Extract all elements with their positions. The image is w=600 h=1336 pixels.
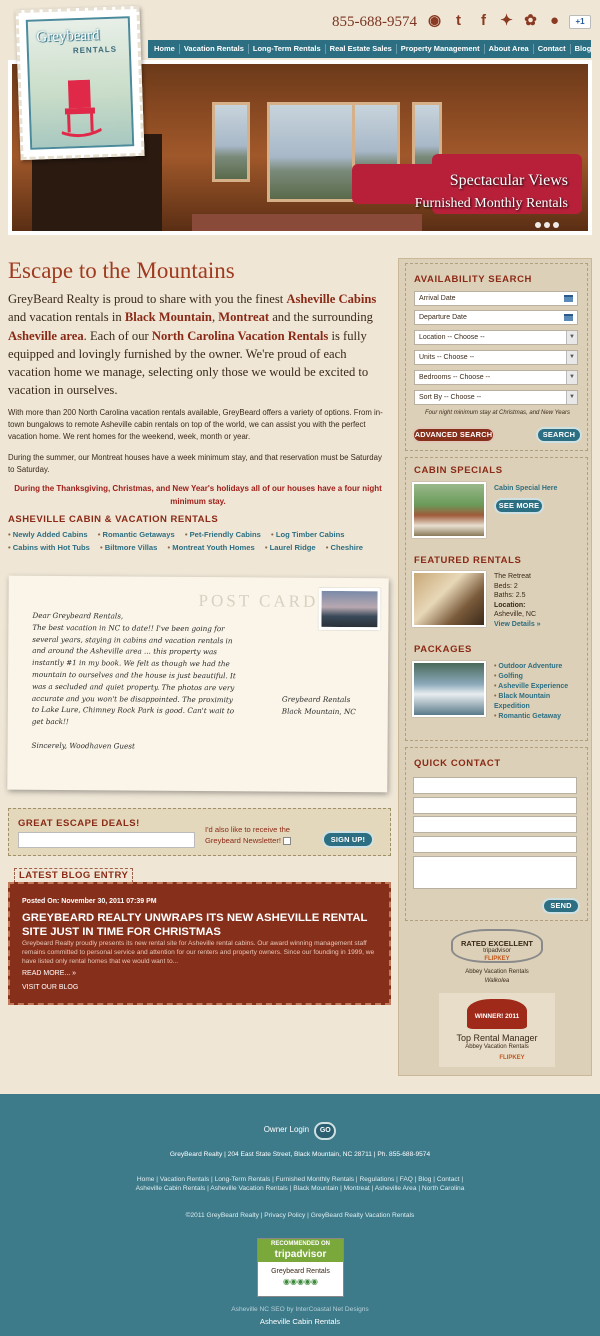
intro-keyword-link[interactable]: Black Mountain — [124, 310, 212, 325]
intro-paragraph: With more than 200 North Carolina vacation rentals available, GreyBeard offers a variety of options. From in-town bungalows to remote Asheville cabin rentals on top of the world, we can assist you with the perfect vacation home. We rent homes for the weekend, week, month or year. — [8, 408, 383, 441]
logo-subtext: RENTALS — [72, 44, 118, 56]
quick-contact — [405, 747, 588, 921]
ta-recommended: RECOMMENDED ON — [258, 1239, 343, 1249]
input-placeholder: Arrival Date — [419, 295, 456, 302]
sidebar — [398, 258, 592, 1076]
cabin-special-thumbnail[interactable] — [412, 482, 486, 538]
intro-keyword-link[interactable]: Asheville Cabins — [286, 292, 377, 306]
link-cheshire[interactable]: • Cheshire — [326, 543, 363, 552]
footer-seo-credit[interactable]: Asheville NC SEO by InterCoastal Net Designs — [231, 1306, 369, 1313]
cabin-special-link[interactable]: Cabin Special Here — [494, 485, 558, 492]
cabin-links-heading: ASHEVILLE CABIN & VACATION RENTALS — [8, 514, 219, 525]
packages-heading: PACKAGES — [414, 644, 472, 655]
phone-number[interactable]: 855-688-9574 — [332, 14, 417, 30]
blog-title[interactable]: GREYBEARD REALTY UNWRAPS ITS NEW ASHEVILLE RENTAL SITE JUST IN TIME FOR CHRISTMAS — [22, 912, 368, 938]
search-button[interactable]: SEARCH — [536, 427, 582, 443]
latest-blog-entry — [8, 882, 391, 1005]
logo[interactable] — [15, 6, 144, 160]
award-line: Abbey Vacation Rentals — [465, 969, 529, 975]
slide-dot[interactable] — [544, 222, 550, 228]
select-value: Bedrooms -- Choose -- — [419, 374, 491, 381]
slide-dot[interactable] — [553, 222, 559, 228]
holiday-notice: During the Thanksgiving, Christmas, and New Year's holidays all of our houses have a four night minimum stay. — [14, 484, 382, 506]
package-outdoor-adventure[interactable]: • Outdoor Adventure — [494, 662, 580, 672]
rss-icon[interactable]: ◉ — [427, 12, 442, 29]
departure-date-input[interactable] — [414, 310, 578, 325]
location-select[interactable] — [414, 330, 578, 345]
google-plus-button[interactable]: +1 — [569, 15, 591, 29]
link-montreat-youth-homes[interactable]: • Montreat Youth Homes — [168, 543, 255, 552]
postcard-address — [282, 694, 356, 719]
view-details-link[interactable]: View Details » — [494, 620, 541, 628]
input-placeholder: Departure Date — [419, 314, 467, 321]
sort-by-select[interactable] — [414, 390, 578, 405]
intro-text-segment: . Each of our — [83, 328, 152, 343]
footer-copyright: ©2011 GreyBeard Realty | Privacy Policy | GreyBeard Realty Vacation Rentals — [185, 1212, 415, 1219]
ta-brand: tripadvisor — [258, 1249, 343, 1262]
nav-property-management[interactable]: Property Management — [397, 44, 485, 54]
page-title: Escape to the Mountains — [8, 258, 235, 283]
select-value: Units -- Choose -- — [419, 354, 475, 361]
postcard-line: Sincerely, Woodhaven Guest — [31, 740, 135, 751]
newsletter-checkbox[interactable] — [283, 837, 291, 845]
package-romantic-getaway[interactable]: • Romantic Getaway — [494, 712, 580, 722]
quick-contact-heading: QUICK CONTACT — [414, 758, 501, 769]
owner-login-label[interactable]: Owner Login — [263, 1125, 310, 1134]
chevron-down-icon[interactable]: ▼ — [566, 391, 577, 404]
award-ribbon: WINNER! 2011 — [474, 1013, 520, 1020]
postcard-message — [32, 610, 243, 753]
rental-baths: Baths: 2.5 — [494, 592, 526, 599]
see-more-button[interactable]: SEE MORE — [494, 498, 544, 514]
nav-home[interactable]: Home — [150, 44, 180, 54]
contact-name-input[interactable] — [413, 777, 577, 794]
rental-location: Asheville, NC — [494, 611, 537, 618]
signup-button[interactable]: SIGN UP! — [322, 831, 374, 848]
myspace-icon[interactable]: ● — [549, 12, 560, 29]
cabin-specials-heading: CABIN SPECIALS — [414, 465, 503, 476]
flower-icon[interactable]: ✿ — [524, 12, 537, 29]
award-sub: FLIPKEY — [484, 956, 510, 962]
blog-date: Posted On: November 30, 2011 07:39 PM — [22, 898, 157, 905]
award-brand: FLIPKEY — [499, 1055, 525, 1061]
send-button[interactable]: SEND — [542, 898, 580, 914]
footer-cabin-link[interactable]: Asheville Cabin Rentals — [259, 1317, 341, 1326]
package-thumbnail[interactable] — [412, 661, 486, 717]
rental-name: The Retreat — [494, 573, 531, 580]
intro-keyword-link[interactable]: Asheville area — [8, 328, 84, 343]
chevron-down-icon[interactable]: ▼ — [566, 371, 577, 384]
award-line: Walkolea — [484, 978, 510, 984]
hero-window — [212, 102, 250, 182]
ta-name: Greybeard Rentals — [271, 1268, 330, 1275]
read-more-link[interactable]: READ MORE... » — [22, 970, 77, 977]
visit-blog-link[interactable]: VISIT OUR BLOG — [22, 984, 79, 991]
newsletter-signup — [8, 808, 391, 856]
testimonial-postcard — [7, 576, 388, 793]
link-cabins-with-hot-tubs[interactable]: • Cabins with Hot Tubs — [8, 543, 90, 552]
intro-text-segment: , — [211, 310, 219, 325]
sidebar-sections — [405, 457, 588, 741]
twitter-icon[interactable]: t — [456, 12, 461, 29]
award-rated-excellent[interactable] — [439, 925, 555, 991]
bird-icon[interactable]: ✦ — [500, 12, 513, 29]
slide-dots — [535, 221, 562, 230]
nav-contact[interactable]: Contact — [534, 44, 571, 54]
deals-heading: GREAT ESCAPE DEALS! — [18, 818, 140, 829]
footer — [0, 1094, 600, 1336]
blog-heading: LATEST BLOG ENTRY — [14, 868, 133, 883]
featured-rentals-heading: FEATURED RENTALS — [414, 555, 522, 566]
contact-message-textarea[interactable] — [413, 856, 577, 889]
rating-circles-icon: ◉◉◉◉◉ — [283, 1277, 318, 1286]
select-value: Location -- Choose -- — [419, 334, 485, 341]
package-golfing[interactable]: • Golfing — [494, 672, 580, 682]
featured-rental-info — [494, 572, 541, 629]
intro-text-segment: and vacation rentals in — [8, 310, 125, 325]
address-line: Greybeard Rentals — [281, 694, 351, 705]
footer-links[interactable]: Asheville Cabin Rentals | Asheville Vacation Rentals | Black Mountain | Montreat | Asheville Area | North Carolina — [135, 1185, 465, 1192]
rocking-chair-icon — [60, 79, 102, 140]
contact-subject-input[interactable] — [413, 836, 577, 853]
select-value: Sort By -- Choose -- — [419, 394, 482, 401]
postcard-line: The best vacation in NC to date!! I've been going for several years, staying in cabins and vacation rentals in and around the Asheville area ... this property was instantly #1 in my book. We felt as though we had the mountain to ourselves and the house is just beautiful. It was a secluded and quiet property. The photos are very accurate and you won't be disappointed. The proximity to Lake Lure, Chimney Rock Park is good. Can't wait to get back!! — [31, 622, 236, 727]
slide-dot[interactable] — [535, 222, 541, 228]
link-newly-added-cabins[interactable]: • Newly Added Cabins — [8, 530, 88, 539]
link-romantic-getaways[interactable]: • Romantic Getaways — [98, 530, 175, 539]
blog-excerpt: Greybeard Realty proudly presents its new rental site for Asheville rental cabins. Our award winning management staff remains committed to personal service and attention for our renters and property owners. Since our founding in 1999, we have listed only rental homes that we would want to... — [22, 940, 375, 965]
rental-location-label: Location: — [494, 601, 526, 609]
main-nav — [148, 40, 591, 58]
availability-search — [405, 263, 588, 451]
units-select[interactable] — [414, 350, 578, 365]
link-laurel-ridge[interactable]: • Laurel Ridge — [265, 543, 316, 552]
award-title: RATED EXCELLENT — [461, 939, 533, 948]
footer-address: GreyBeard Realty | 204 East State Street, Black Mountain, NC 28711 | Ph. 855-688-9574 — [169, 1151, 431, 1158]
nav-real-estate-sales[interactable]: Real Estate Sales — [326, 44, 397, 54]
award-title: Top Rental Manager — [456, 1033, 538, 1043]
nav-blog[interactable]: Blog — [574, 44, 592, 53]
package-asheville-experience[interactable]: • Asheville Experience — [494, 682, 580, 692]
address-line: Black Mountain, NC — [281, 706, 356, 717]
chevron-down-icon[interactable]: ▼ — [566, 331, 577, 344]
contact-phone-input[interactable] — [413, 816, 577, 833]
facebook-icon[interactable]: f — [481, 12, 486, 29]
postcard-line: Dear Greybeard Rentals, — [32, 610, 124, 621]
postcard-header: POST CARD — [198, 591, 319, 611]
chevron-down-icon[interactable]: ▼ — [566, 351, 577, 364]
nav-about-area[interactable]: About Area — [485, 44, 534, 54]
hero-caption-2: Furnished Monthly Rentals — [414, 196, 568, 211]
owner-login-go-button[interactable]: GO — [314, 1122, 336, 1140]
calendar-icon[interactable] — [564, 295, 573, 302]
link-log-timber-cabins[interactable]: • Log Timber Cabins — [271, 530, 344, 539]
award-top-rental-manager[interactable] — [439, 993, 555, 1067]
award-brand: tripadvisor — [483, 948, 511, 954]
note-line: Greybeard Newsletter! — [205, 836, 281, 845]
intro-text — [8, 290, 380, 400]
intro-text-segment: GreyBeard Realty is proud to share with you the finest — [8, 292, 287, 306]
footer-links[interactable]: Home | Vacation Rentals | Long-Term Rentals | Furnished Monthly Rentals | Regulations | FAQ | Blog | Contact | — [136, 1176, 464, 1183]
contact-email-input[interactable] — [413, 797, 577, 814]
summer-paragraph: During the summer, our Montreat houses have a week minimum stay, and that reservation must be Saturday to Saturday. — [8, 453, 382, 474]
advanced-search-button[interactable]: ADVANCED SEARCH — [412, 427, 495, 443]
cabin-links — [8, 528, 393, 554]
owner-login — [0, 1122, 600, 1140]
availability-heading: AVAILABILITY SEARCH — [414, 274, 533, 285]
rental-beds: Beds: 2 — [494, 582, 518, 590]
arrival-date-input[interactable] — [414, 291, 578, 306]
nav-long-term-rentals[interactable]: Long-Term Rentals — [249, 44, 326, 54]
intro-keyword-link[interactable]: North Carolina Vacation Rentals — [151, 328, 329, 343]
logo-text: Greybeard — [36, 27, 100, 46]
minimum-stay-note: Four night minimum stay at Christmas, and New Years — [425, 410, 570, 416]
bedrooms-select[interactable] — [414, 370, 578, 385]
nav-vacation-rentals[interactable]: Vacation Rentals — [180, 44, 249, 54]
hero-caption-1: Spectacular Views — [449, 172, 568, 189]
packages-list — [494, 662, 580, 722]
hero-window — [267, 102, 357, 202]
note-line: I'd also like to receive the — [205, 825, 291, 834]
hero-rug — [192, 214, 422, 235]
intro-text-segment: and the surrounding — [269, 310, 373, 325]
package-black-mountain-expedition[interactable]: • Black Mountain Expedition — [494, 692, 580, 712]
tripadvisor-badge[interactable] — [257, 1238, 344, 1297]
newsletter-email-input[interactable] — [18, 832, 195, 848]
intro-keyword-link[interactable]: Montreat — [218, 310, 270, 325]
award-line: Abbey Vacation Rentals — [465, 1044, 529, 1050]
link-biltmore-villas[interactable]: • Biltmore Villas — [100, 543, 157, 552]
featured-rental-thumbnail[interactable] — [412, 571, 486, 627]
intro-text-segment: is fully equipped and lovingly furnished by the owner. We're proud of each vacation home we manage, selecting only those we would be excited to vacation in ourselves. — [8, 328, 369, 398]
postcard-stamp — [318, 588, 380, 630]
link-pet-friendly-cabins[interactable]: • Pet-Friendly Cabins — [185, 530, 261, 539]
calendar-icon[interactable] — [564, 314, 573, 321]
newsletter-note — [205, 824, 291, 846]
